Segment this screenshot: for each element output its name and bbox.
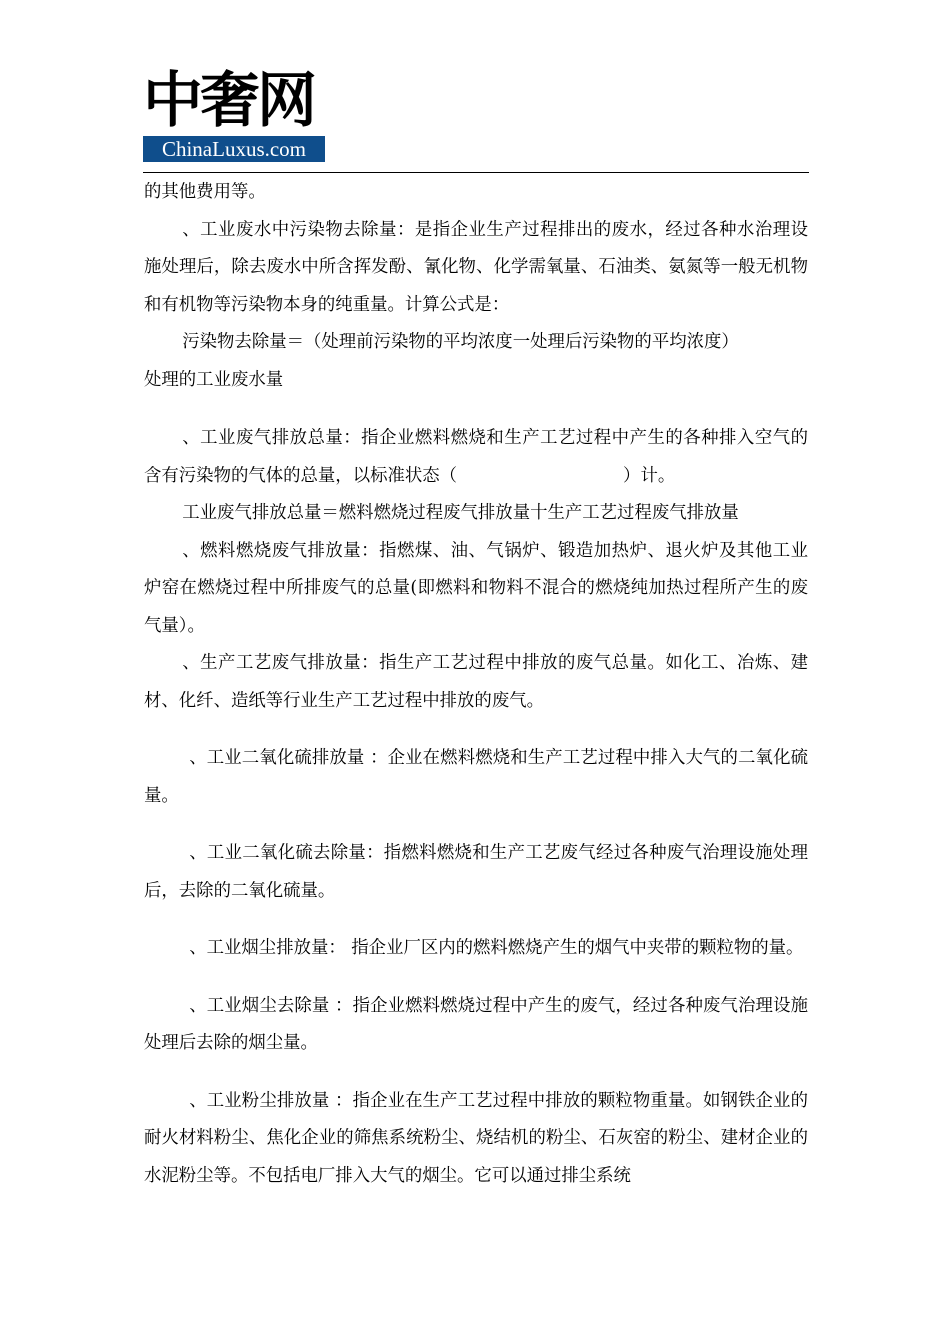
- paragraph-industrial-dust-emission: 、工业粉尘排放量 ：指企业在生产工艺过程中排放的颗粒物重量。如钢铁企业的耐火材料粉尘、焦化企业的筛焦系统粉尘、烧结机的粉尘、石灰窑的粉尘、建材企业的水泥粉尘等。不包括电厂排入大气的烟尘。它可以通过排尘系统: [144, 1090, 808, 1186]
- paragraph-fuel-combustion-gas: 、燃料燃烧废气排放量：指燃煤、油、气锅炉、锻造加热炉、退火炉及其他工业炉窑在燃烧过程中所排废气的总量(即燃料和物料不混合的燃烧纯加热过程所产生的废气量）。: [144, 540, 808, 636]
- paragraph-formula-line-1: 污染物去除量＝（处理前污染物的平均浓度一处理后污染物的平均浓度）: [182, 332, 739, 352]
- paragraph-so2-emission: 、工业二氧化硫排放量 ：企业在燃料燃烧和生产工艺过程中排入大气的二氧化硫量。: [144, 748, 808, 806]
- waste-gas-total-end: ）计。: [623, 465, 676, 486]
- document-body: [144, 174, 808, 1195]
- header-rule: [143, 172, 809, 173]
- paragraph-waste-gas-formula: 工业废气排放总量＝燃料燃烧过程废气排放量十生产工艺过程废气排放量: [182, 503, 739, 523]
- paragraph-wastewater-removal: 、工业废水中污染物去除量：是指企业生产过程排出的废水，经过各种水治理设施处理后，除去废水中所含挥发酚、氰化物、化学需氧量、石油类、氨氮等一般无机物和有机物等污染物本身的纯重量。计算公式是：: [144, 219, 808, 315]
- spacer: [144, 815, 808, 835]
- spacer: [144, 1063, 808, 1083]
- paragraph-other-costs: 的其他费用等。: [144, 182, 266, 202]
- paragraph-smoke-dust-emission: 、工业烟尘排放量： 指企业厂区内的燃料燃烧产生的烟气中夹带的颗粒物的量。: [189, 938, 804, 958]
- logo-english-text: ChinaLuxus.com: [143, 136, 325, 162]
- paragraph-so2-removal: 、工业二氧化硫去除量：指燃料燃烧和生产工艺废气经过各种废气治理设施处理后，去除的二氧化硫量。: [144, 843, 808, 901]
- spacer: [144, 968, 808, 988]
- paragraph-process-gas: 、生产工艺废气排放量：指生产工艺过程中排放的废气总量。如化工、冶炼、建材、化纤、造纸等行业生产工艺过程中排放的废气。: [144, 653, 808, 711]
- chinaluxus-logo: [143, 68, 325, 162]
- paragraph-formula-line-2: 处理的工业废水量: [144, 369, 284, 390]
- logo-chinese-text: 中奢网: [143, 66, 314, 136]
- spacer: [144, 720, 808, 740]
- waste-gas-total-text: 、工业废气排放总量：指企业燃料燃烧和生产工艺过程中产生的各种排入空气的含有污染物的气体的总量，以标准状态（: [144, 428, 808, 486]
- paragraph-waste-gas-total: [144, 420, 808, 495]
- spacer: [144, 399, 808, 420]
- spacer: [144, 910, 808, 930]
- paragraph-smoke-dust-removal: 、工业烟尘去除量 ：指企业燃料燃烧过程中产生的废气，经过各种废气治理设施处理后去除的烟尘量。: [144, 995, 808, 1053]
